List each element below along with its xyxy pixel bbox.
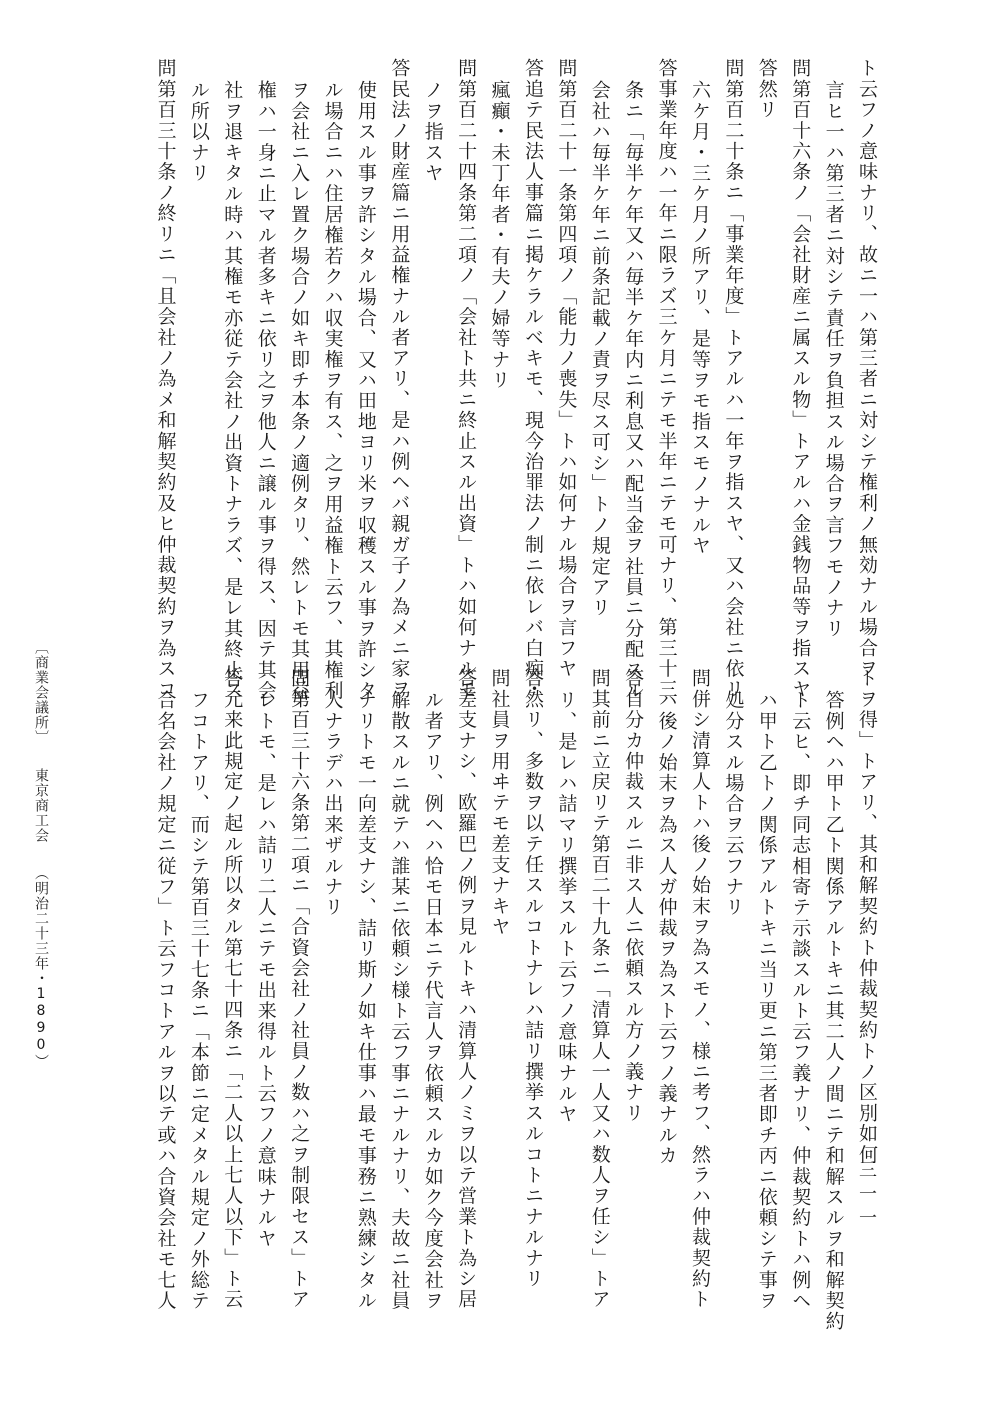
text-column: ル場合ニハ住居権若クハ収実権ヲ有ス、之ヲ用益権ト云フ、其権利 — [321, 79, 344, 701]
text-column: 言ヒ一ハ第三者ニ対シテ責任ヲ負担スル場合ヲ言フモノナリ — [822, 79, 845, 639]
text-column: 条ニ「毎半ケ年又ハ毎半ケ年内ニ利息又ハ配当金ヲ社員ニ分配スル — [622, 79, 645, 701]
text-column: 問第百二十四条第二項ノ「会社ト共ニ終止スル出資」トハ如何ナルモ — [455, 58, 478, 700]
text-column: 答追テ民法人事篇ニ掲ケラルベキモ、現今治罪法ノ制ニ依レバ白痴・ — [521, 58, 544, 700]
text-column: リ、是レハ詰マリ撰挙スルト云フノ意味ナルヤ — [555, 689, 578, 1125]
text-column: 解散スルニ就テハ誰某ニ依頼シ様ト云フ事ニナルナリ、夫故ニ社員 — [388, 689, 411, 1311]
text-column: 合名会社ノ規定ニ従フ」ト云フコトアルヲ以テ或ハ合資会社モ七人 — [154, 689, 177, 1311]
footer-source: 〔商業会議所〕 — [33, 640, 49, 738]
text-column: 問第百二十一条第四項ノ「能力ノ喪失」トハ如何ナル場合ヲ言フヤ — [555, 58, 578, 679]
lower-text-block — [148, 668, 883, 1332]
text-column: 処分スル場合ヲ云フナリ — [722, 689, 745, 918]
text-column: 答元来此規定ノ起ル所以タル第七十四条ニ「二人以上七人以下」ト云 — [221, 668, 244, 1310]
text-column: 答自分カ仲裁スルニ非ス人ニ依頼スル方ノ義ナリ — [622, 668, 645, 1124]
text-column: 使用スル事ヲ許シタル場合、又ハ田地ヨリ米ヲ収穫スル事ヲ許シタ — [354, 79, 377, 701]
text-column: 答然リ、多数ヲ以テ任スルコトナレハ詰リ撰挙スルコトニナルナリ — [521, 668, 544, 1289]
text-column: 問第百三十六条第二項ニ「合資会社ノ社員ノ数ハ之ヲ制限セス」トア — [288, 668, 311, 1310]
text-column: 問社員ヲ用ヰテモ差支ナキヤ — [488, 668, 511, 938]
text-column: ハ後ノ始末ヲ為ス人ガ仲裁ヲ為スト云フノ義ナルカ — [655, 689, 678, 1166]
text-column: 答例ヘハ甲ト乙ト関係アルトキニ其二人ノ間ニテ和解スルヲ和解契約 — [822, 689, 845, 1332]
text-column: ハ甲ト乙トノ関係アルトキニ当リ更ニ第三者即チ丙ニ依頼シテ事ヲ — [755, 689, 778, 1311]
text-column: ル所以ナリ — [187, 79, 210, 184]
text-column: ヲ会社ニ入レ置ク場合ノ如キ即チ本条ノ適例タリ、然レトモ其用益 — [288, 79, 311, 701]
text-column: ノヲ指スヤ — [421, 79, 444, 184]
text-column: 答民法ノ財産篇ニ用益権ナル者アリ、是ハ例ヘバ親ガ子ノ為メニ家ヲ — [388, 58, 411, 700]
text-column: ト云ヒ、即チ同志相寄テ示談スルト云フ義ナリ、仲裁契約トハ例ヘ — [789, 689, 812, 1311]
text-column: 問第百二十条ニ「事業年度」トアルハ一年ヲ指スヤ、又ハ会社ニ依リ — [722, 58, 745, 700]
text-column: 会社ハ毎半ケ年ニ前条記載ノ責ヲ尽ス可シ」トノ規定アリ — [588, 79, 611, 619]
text-column: 答差支ナシ、欧羅巴ノ例ヲ見ルトキハ清算人ノミヲ以テ営業ト為シ居 — [455, 668, 478, 1310]
text-column: トヲ得」トアリ、其和解契約ト仲裁契約トノ区別如何 — [856, 668, 878, 1165]
footer-date: （明治二十三年・1890） — [33, 873, 49, 1069]
text-column: 問其前ニ立戻リテ第百二十九条ニ「清算人一人又ハ数人ヲ任シ」トア — [588, 668, 611, 1310]
text-column: 瘋癲・未丁年者・有夫ノ婦等ナリ — [488, 79, 511, 391]
footer-org: 東京商工会 — [33, 768, 49, 843]
text-column: 問第百十六条ノ「会社財産ニ属スル物」トアルハ金銭物品等ヲ指スヤ — [789, 58, 812, 700]
text-column: ト云フノ意味ナリ、故ニ一ハ第三者ニ対シテ権利ノ無効ナル場合ヲ — [856, 58, 878, 680]
text-column: フコトアリ、而シテ第百三十七条ニ「本節ニ定メタル規定ノ外総テ — [187, 689, 210, 1311]
text-column: ル者アリ、例ヘハ恰モ日本ニテ代言人ヲ依頼スルカ如ク今度会社ヲ — [421, 689, 444, 1311]
text-column: レトモ、是レハ詰リ二人ニテモ出来得ルト云フノ意味ナルヤ — [254, 689, 277, 1249]
page-number: 三一一 — [856, 1160, 877, 1232]
text-column: 問第百三十条ノ終リニ「且会社ノ為メ和解契約及ヒ仲裁契約ヲ為スコ — [154, 58, 177, 700]
upper-text-block — [148, 58, 883, 701]
text-column: ナリトモ一向差支ナシ、詰リ斯ノ如キ仕事ハ最モ事務ニ熟練シタル — [354, 689, 377, 1311]
text-column: 人ナラデハ出来ザルナリ — [321, 689, 344, 918]
text-column: 社ヲ退キタル時ハ其権モ亦従テ会社ノ出資トナラズ、是レ其終止ス — [221, 79, 244, 701]
text-column: 権ハ一身ニ止マル者多キニ依リ之ヲ他人ニ譲ル事ヲ得ス、因テ其会 — [254, 79, 277, 701]
text-column: 答事業年度ハ一年ニ限ラズ三ケ月ニテモ半年ニテモ可ナリ、第三十三 — [655, 58, 678, 700]
text-column: 六ケ月・三ケ月ノ所アリ、是等ヲモ指スモノナルヤ — [688, 79, 711, 556]
footer-caption — [30, 640, 52, 1069]
text-column: 問併シ清算人トハ後ノ始末ヲ為スモノ、様ニ考フ、然ラハ仲裁契約ト — [688, 668, 711, 1310]
text-column: 答然リ — [755, 58, 778, 121]
